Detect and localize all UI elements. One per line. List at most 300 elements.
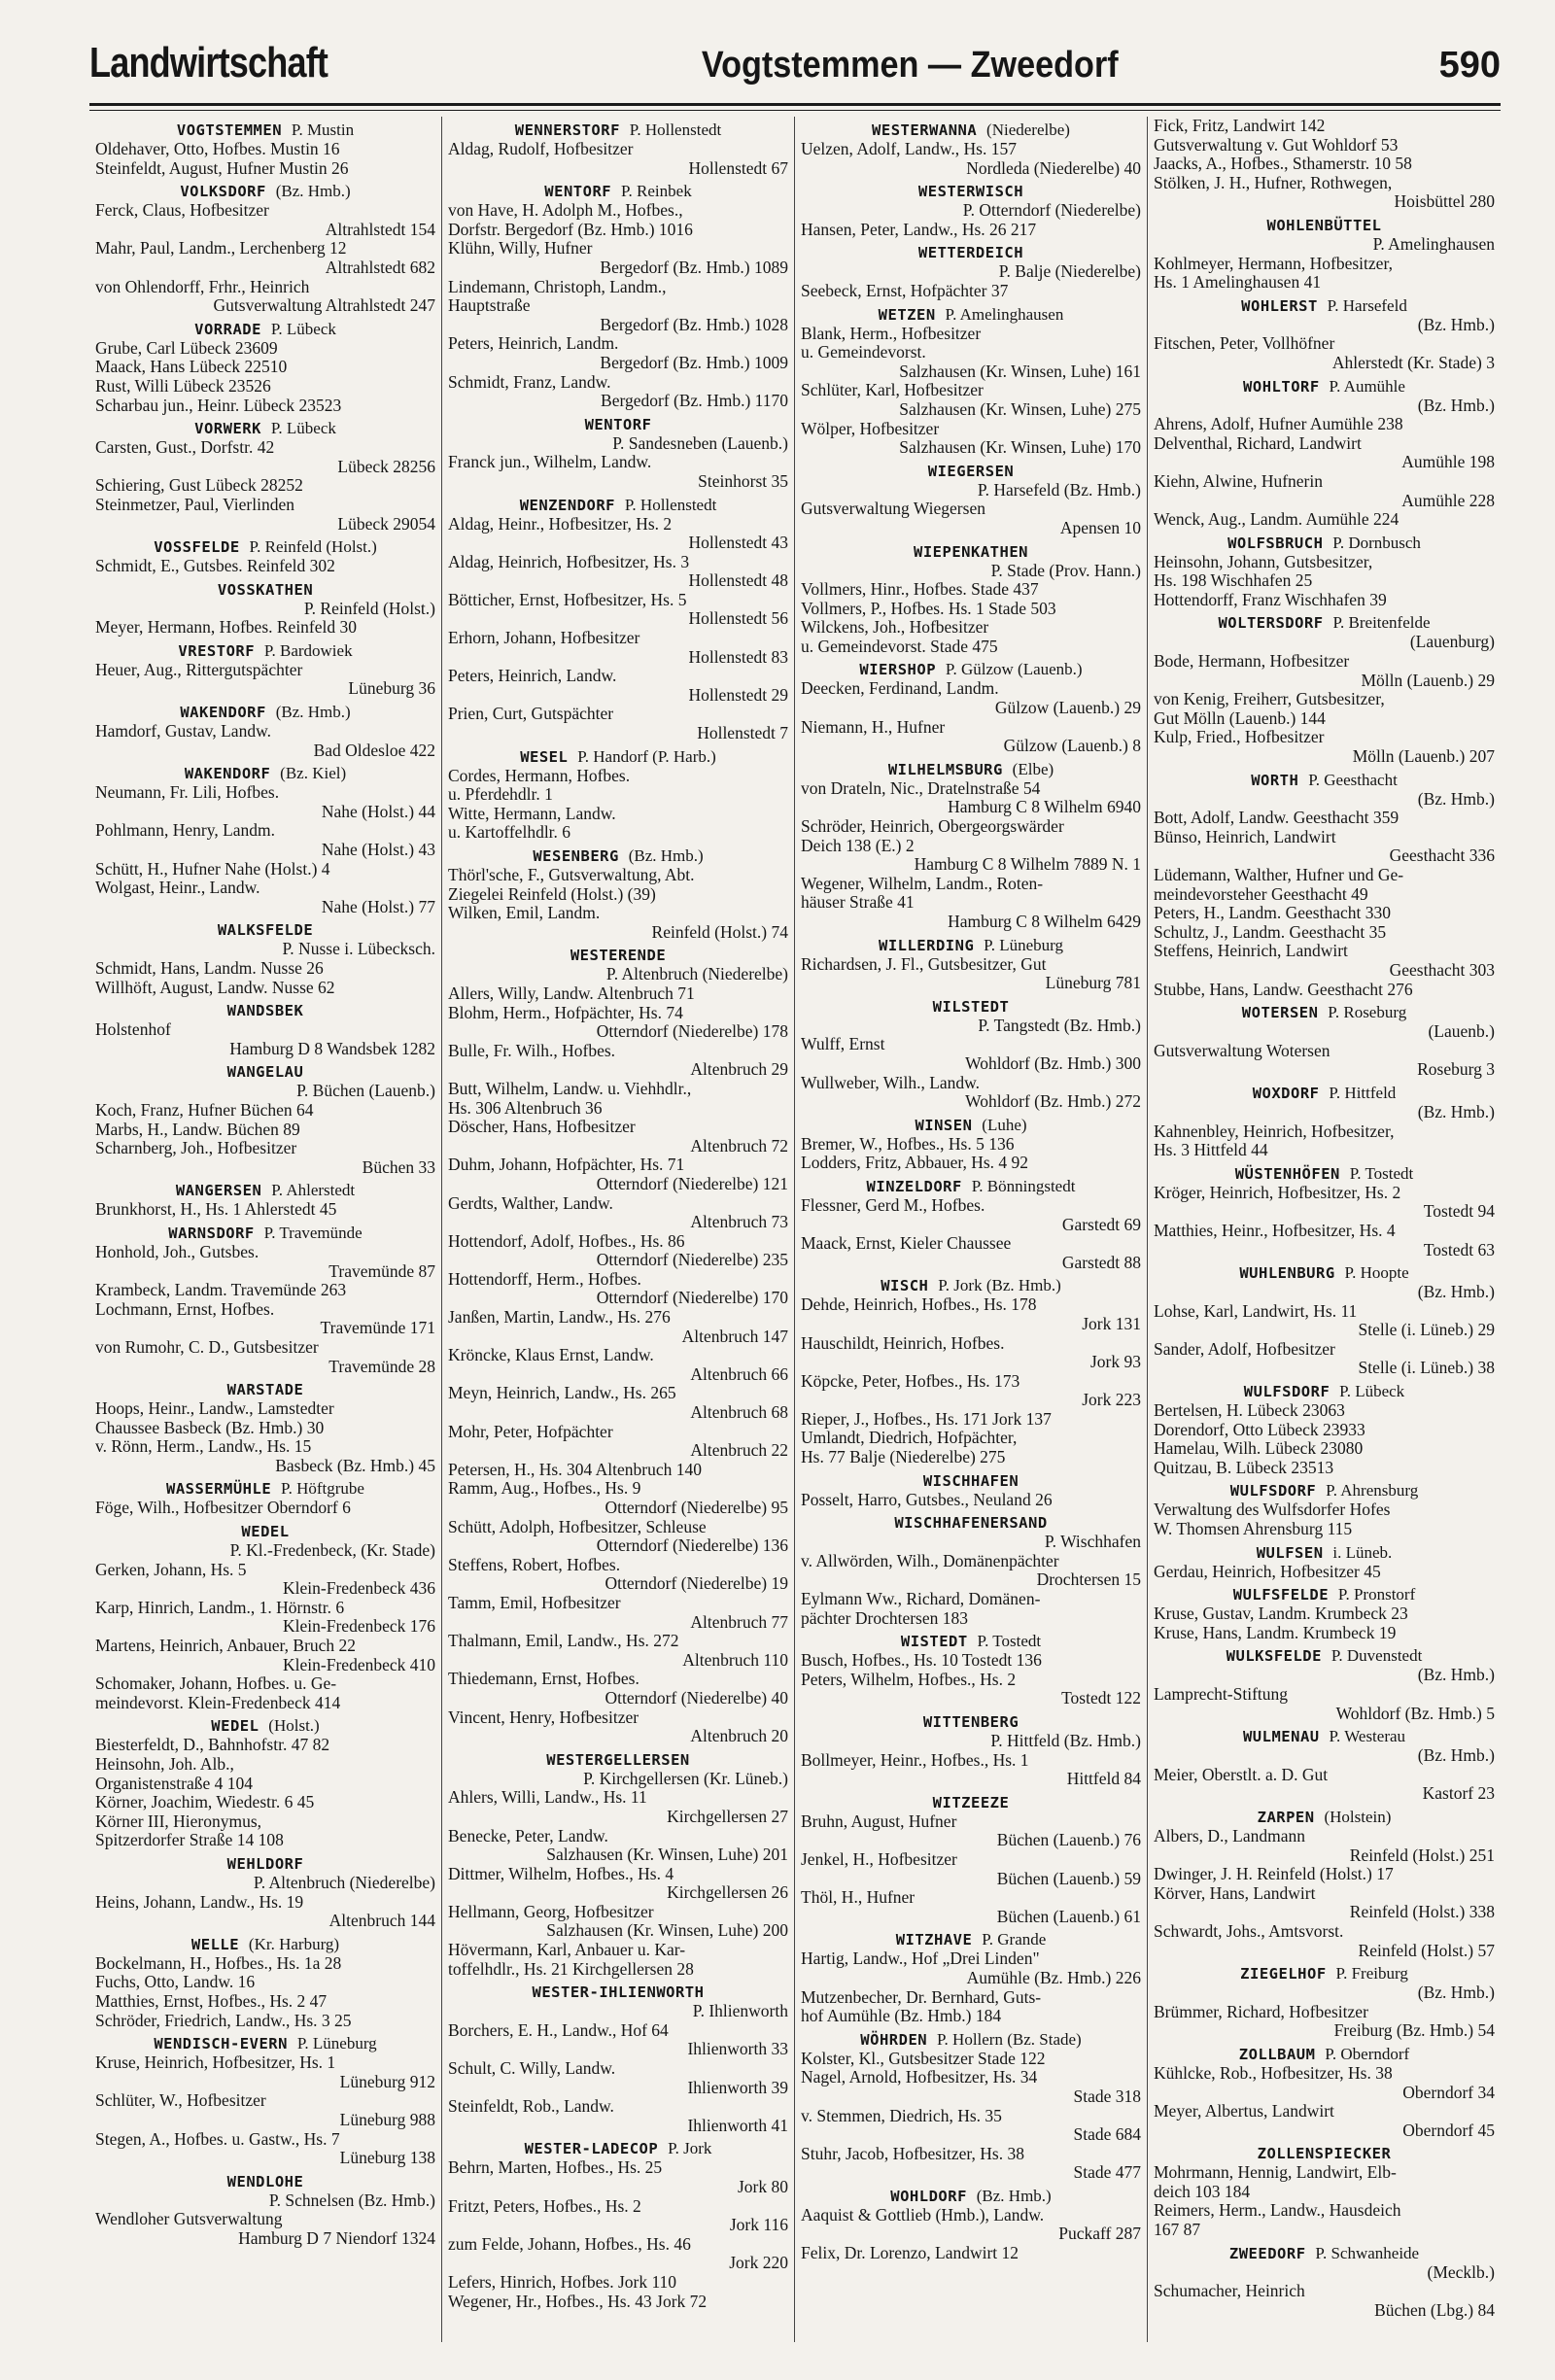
entry-line: Dorfstr. Bergedorf (Bz. Hmb.) 1016 <box>448 220 693 239</box>
entry-line: Dwinger, J. H. Reinfeld (Holst.) 17 <box>1154 1865 1394 1884</box>
place-name: WISCH <box>881 1277 929 1295</box>
place-name: WULKSFELDE <box>1226 1647 1322 1666</box>
place-name: WULFSDORF <box>1229 1482 1317 1500</box>
entry-line: Kühlcke, Rob., Hofbesitzer, Hs. 38 <box>1154 2063 1393 2083</box>
entry-line: (Lauenb.) <box>1428 1022 1495 1042</box>
entry-line: Jork 223 <box>1082 1391 1141 1410</box>
entry-line: Eylmann Ww., Richard, Domänen- <box>801 1590 1041 1609</box>
entry-line: Reinfeld (Holst.) 251 <box>1349 1845 1495 1865</box>
entry-line: Hansen, Peter, Landw., Hs. 26 217 <box>801 220 1037 239</box>
entry-line: Holstenhof <box>95 1020 171 1040</box>
place-name: WOLFSBRUCH <box>1227 534 1324 552</box>
column-3 <box>795 117 1148 2342</box>
entry-line: Travemünde 87 <box>328 1261 435 1281</box>
entry-line: Otterndorf (Niederelbe) 95 <box>605 1499 788 1517</box>
place-heading <box>1154 534 1495 553</box>
post-office: P. Jork <box>668 2139 712 2158</box>
place-name: WALKSFELDE <box>217 921 314 940</box>
place-name: WOHLDORF <box>890 2187 967 2205</box>
post-office: P. Tostedt <box>977 1632 1042 1651</box>
place-heading <box>1154 1585 1495 1604</box>
entry-line: Mohr, Peter, Hofpächter <box>448 1422 613 1441</box>
place-heading <box>448 846 788 866</box>
entry-line: Dehde, Heinrich, Hofbes., Hs. 178 <box>801 1295 1037 1315</box>
entry-line: Grube, Carl Lübeck 23609 <box>95 338 278 358</box>
place-heading <box>1154 1481 1495 1500</box>
entry-line: Gerdau, Heinrich, Hofbesitzer 45 <box>1154 1562 1381 1581</box>
entry-line: Aumühle 228 <box>1401 491 1495 510</box>
entry-line: Hamburg D 7 Niendorf 1324 <box>238 2228 435 2248</box>
place-heading <box>95 1935 435 1954</box>
entry-line: Hs. 1 Amelinghausen 41 <box>1154 273 1322 293</box>
entry-line: Bremer, W., Hofbes., Hs. 5 136 <box>801 1134 1015 1154</box>
entry-line: Biesterfeldt, D., Bahnhofstr. 47 82 <box>95 1736 330 1755</box>
entry-line: Otterndorf (Niederelbe) 178 <box>596 1022 788 1042</box>
place-name: WASSERMÜHLE <box>166 1480 272 1499</box>
entry-line: Organistenstraße 4 104 <box>95 1774 254 1793</box>
place-name: ZIEGELHOF <box>1240 1965 1327 1983</box>
entry-line: Allers, Willy, Landw. Altenbruch 71 <box>448 983 695 1003</box>
place-heading <box>1154 1084 1495 1103</box>
place-name: ZWEEDORF <box>1228 2244 1306 2262</box>
entry-line: Wohldorf (Bz. Hmb.) 300 <box>965 1053 1141 1073</box>
entry-line: Verwaltung des Wulfsdorfer Hofes <box>1154 1500 1391 1520</box>
entry-line: Brunkhorst, H., Hs. 1 Ahlerstedt 45 <box>95 1200 337 1220</box>
place-name: ZOLLENSPIECKER <box>1257 2145 1392 2163</box>
entry-line: Hoops, Heinr., Landw., Lamstedter <box>95 1399 334 1419</box>
entry-line: Ziegelei Reinfeld (Holst.) (39) <box>448 884 656 904</box>
entry-line: Hauschildt, Heinrich, Hofbes. <box>801 1333 1005 1353</box>
entry-line: Lefers, Hinrich, Hofbes. Jork 110 <box>448 2272 677 2292</box>
entry-line: Jork 220 <box>729 2254 788 2273</box>
entry-line: Bergedorf (Bz. Hmb.) 1170 <box>601 392 788 411</box>
entry-line: P. Kirchgellersen (Kr. Lüneb.) <box>583 1769 788 1788</box>
entry-line: Wegener, Wilhelm, Landm., Roten- <box>801 874 1044 893</box>
entry-line: Butt, Wilhelm, Landw. u. Viehhdlr., <box>448 1079 692 1098</box>
entry-line: Franck jun., Wilhelm, Landw. <box>448 453 652 472</box>
entry-line: Wegener, Hr., Hofbes., Hs. 43 Jork 72 <box>448 2292 708 2311</box>
entry-line: toffelhdlr., Hs. 21 Kirchgellersen 28 <box>448 1959 694 1979</box>
entry-line: Stelle (i. Lüneb.) 38 <box>1358 1359 1495 1378</box>
place-heading <box>1154 1003 1495 1022</box>
entry-line: Bode, Hermann, Hofbesitzer <box>1154 652 1350 672</box>
entry-line: Basbeck (Bz. Hmb.) 45 <box>275 1456 435 1475</box>
entry-line: Otterndorf (Niederelbe) 121 <box>596 1174 788 1193</box>
entry-line: Scharbau jun., Heinr. Lübeck 23523 <box>95 396 342 415</box>
place-heading <box>1154 1543 1495 1563</box>
place-heading <box>448 182 788 201</box>
place-name: WULMENAU <box>1242 1728 1320 1746</box>
entry-line: Kohlmeyer, Hermann, Hofbesitzer, <box>1154 254 1393 273</box>
place-heading <box>95 182 435 201</box>
entry-line: Janßen, Martin, Landw., Hs. 276 <box>448 1308 671 1328</box>
entry-line: häuser Straße 41 <box>801 893 915 913</box>
entry-line: Ferck, Claus, Hofbesitzer <box>95 201 269 221</box>
place-name: WAKENDORF <box>180 704 266 722</box>
entry-line: Nordleda (Niederelbe) 40 <box>966 158 1141 178</box>
entry-line: Otterndorf (Niederelbe) 40 <box>605 1688 788 1707</box>
entry-line: (Bz. Hmb.) <box>1417 1102 1495 1121</box>
range-title: Vogtstemmen — Zweedorf <box>701 45 1119 86</box>
place-name: WITZHAVE <box>895 1931 973 1949</box>
entry-line: Koch, Franz, Hufner Büchen 64 <box>95 1100 314 1120</box>
entry-line: Apensen 10 <box>1059 518 1141 537</box>
entry-line: Dittmer, Wilhelm, Hofbes., Hs. 4 <box>448 1864 674 1883</box>
entry-line: Altrahlstedt 682 <box>325 258 435 277</box>
entry-line: Carsten, Gust., Dorfstr. 42 <box>95 438 275 458</box>
entry-line: Hottendorff, Herm., Hofbes. <box>448 1269 641 1289</box>
entry-line: Föge, Wilh., Hofbesitzer Oberndorf 6 <box>95 1499 351 1518</box>
entry-line: P. Altenbruch (Niederelbe) <box>253 1873 435 1892</box>
place-heading <box>448 415 788 434</box>
place-name: WUHLENBURG <box>1239 1264 1335 1283</box>
entry-line: Vollmers, Hinr., Hofbes. Stade 437 <box>801 580 1039 600</box>
entry-line: Roseburg 3 <box>1417 1060 1495 1080</box>
entry-line: Stade 684 <box>1073 2125 1141 2145</box>
entry-line: Brümmer, Richard, Hofbesitzer <box>1154 2002 1368 2021</box>
entry-line: Körner, Joachim, Wiedestr. 6 45 <box>95 1793 315 1812</box>
entry-line: Bergedorf (Bz. Hmb.) 1089 <box>600 258 788 277</box>
entry-line: Stegen, A., Hofbes. u. Gastw., Hs. 7 <box>95 2129 340 2149</box>
page-number: 590 <box>1438 45 1501 86</box>
post-office: P. Ahrensburg <box>1326 1481 1419 1500</box>
place-heading <box>801 1930 1141 1949</box>
place-name: WIEPENKATHEN <box>914 542 1028 561</box>
entry-line: Hottendorf, Adolf, Hofbes., Hs. 86 <box>448 1231 685 1251</box>
entry-line: Altenbruch 77 <box>690 1612 788 1632</box>
entry-line: P. Tangstedt (Bz. Hmb.) <box>978 1016 1141 1035</box>
entry-line: Ahlerstedt (Kr. Stade) 3 <box>1331 353 1495 372</box>
entry-line: Altrahlstedt 154 <box>325 220 435 239</box>
post-office: P. Hollern (Bz. Stade) <box>936 2029 1082 2049</box>
place-heading <box>448 946 788 965</box>
entry-line: von Ohlendorff, Frhr., Heinrich <box>95 277 310 296</box>
entry-line: Hollenstedt 83 <box>688 647 788 667</box>
entry-line: Blank, Herm., Hofbesitzer <box>801 324 982 343</box>
entry-line: Bertelsen, H. Lübeck 23063 <box>1154 1401 1345 1421</box>
entry-line: Bergedorf (Bz. Hmb.) 1028 <box>600 315 788 334</box>
place-heading <box>95 920 435 940</box>
entry-line: Ihlienworth 39 <box>687 2078 788 2097</box>
entry-line: Bott, Adolf, Landw. Geesthacht 359 <box>1154 809 1400 828</box>
place-heading <box>95 419 435 438</box>
entry-line: Schlüter, W., Hofbesitzer <box>95 2091 266 2111</box>
entry-line: Hamburg D 8 Wandsbek 1282 <box>229 1039 435 1058</box>
entry-line: Stade 318 <box>1073 2087 1141 2106</box>
entry-line: (Bz. Hmb.) <box>1417 396 1495 415</box>
entry-line: Maack, Ernst, Kieler Chaussee <box>801 1234 1012 1254</box>
entry-line: Hs. 3 Hittfeld 44 <box>1154 1141 1268 1160</box>
entry-line: Rust, Willi Lübeck 23526 <box>95 376 271 396</box>
place-heading <box>448 1750 788 1770</box>
entry-line: u. Kartoffelhdlr. 6 <box>448 823 571 843</box>
entry-line: pächter Drochtersen 183 <box>801 1608 969 1628</box>
entry-line: Jork 93 <box>1089 1353 1141 1372</box>
post-office: P. Pronstorf <box>1337 1585 1416 1604</box>
post-office: P. Grande <box>982 1930 1047 1949</box>
entry-line: Bötticher, Ernst, Hofbesitzer, Hs. 5 <box>448 590 687 609</box>
post-office: P. Gülzow (Lauenb.) <box>945 660 1083 679</box>
entry-line: Jork 131 <box>1082 1314 1141 1333</box>
post-office: P. Breitenfelde <box>1332 613 1431 633</box>
entry-line: Körner III, Hieronymus, <box>95 1811 262 1831</box>
entry-line: (Bz. Hmb.) <box>1417 1283 1495 1302</box>
entry-line: Hartig, Landw., Hof „Drei Linden" <box>801 1949 1040 1969</box>
entry-line: P. Schnelsen (Bz. Hmb.) <box>268 2190 435 2210</box>
entry-line: (Bz. Hmb.) <box>1417 1983 1495 2003</box>
entry-line: Lüneburg 36 <box>348 679 435 699</box>
place-heading <box>95 1224 435 1243</box>
entry-line: Hamburg C 8 Wilhelm 6429 <box>948 913 1141 931</box>
entry-line: P. Ihlienworth <box>692 2002 788 2021</box>
place-heading <box>1154 296 1495 316</box>
place-heading <box>801 2030 1141 2050</box>
entry-line: Garstedt 69 <box>1061 1215 1141 1234</box>
entry-line: Gutsverwaltung v. Gut Wohldorf 53 <box>1154 135 1399 155</box>
place-heading <box>95 764 435 783</box>
entry-line: Büchen (Lauenb.) 61 <box>996 1907 1141 1926</box>
entry-line: Reinfeld (Holst.) 57 <box>1358 1941 1495 1960</box>
place-heading <box>95 2172 435 2191</box>
place-heading <box>1154 771 1495 790</box>
entry-line: Fick, Fritz, Landwirt 142 <box>1154 117 1326 135</box>
entry-line: Deecken, Ferdinand, Landm. <box>801 679 999 699</box>
place-heading <box>1154 1964 1495 1983</box>
entry-line: Heins, Johann, Landw., Hs. 19 <box>95 1892 304 1912</box>
entry-line: Hamdorf, Gustav, Landw. <box>95 722 271 742</box>
entry-line: Schütt, H., Hufner Nahe (Holst.) 4 <box>95 859 330 879</box>
entry-line: Otterndorf (Niederelbe) 170 <box>596 1289 788 1308</box>
post-office: (Elbe) <box>1012 759 1054 778</box>
place-name: WESTER-IHLIENWORTH <box>532 1983 705 2002</box>
entry-line: Kröncke, Klaus Ernst, Landw. <box>448 1346 654 1365</box>
place-name: VOLKSDORF <box>180 183 266 201</box>
entry-line: Schütt, Adolph, Hofbesitzer, Schleuse <box>448 1517 707 1536</box>
place-heading <box>801 462 1141 481</box>
post-office: i. Lüneb. <box>1332 1542 1393 1562</box>
entry-line: Deich 138 (E.) 2 <box>801 836 915 855</box>
entry-line: Felix, Dr. Lorenzo, Landwirt 12 <box>801 2244 1019 2263</box>
place-name: WOXDORF <box>1252 1084 1320 1102</box>
post-office: (Bz. Hmb.) <box>275 703 351 722</box>
entry-line: Gutsverwaltung Wotersen <box>1154 1041 1330 1060</box>
entry-line: Aldag, Heinrich, Hofbesitzer, Hs. 3 <box>448 552 690 571</box>
entry-line: Hs. 77 Balje (Niederelbe) 275 <box>801 1448 1006 1467</box>
place-heading <box>1154 1727 1495 1746</box>
entry-line: Matthies, Heinr., Hofbesitzer, Hs. 4 <box>1154 1221 1396 1240</box>
entry-line: (Bz. Hmb.) <box>1417 315 1495 334</box>
place-name: WORTH <box>1251 771 1299 789</box>
entry-line: Körver, Hans, Landwirt <box>1154 1883 1316 1903</box>
entry-line: 167 87 <box>1154 2221 1201 2240</box>
entry-line: Hövermann, Karl, Anbauer u. Kar- <box>448 1941 686 1960</box>
entry-line: Vincent, Henry, Hofbesitzer <box>448 1707 639 1727</box>
post-office: P. Mustin <box>291 121 355 139</box>
entry-line: Erhorn, Johann, Hofbesitzer <box>448 629 640 648</box>
entry-line: Gülzow (Lauenb.) 29 <box>994 699 1141 718</box>
place-heading <box>801 2187 1141 2206</box>
entry-line: Stelle (i. Lüneb.) 29 <box>1358 1321 1495 1340</box>
place-heading <box>801 542 1141 562</box>
entry-line: Steinmetzer, Paul, Vierlinden <box>95 495 294 514</box>
entry-line: Aldag, Heinr., Hofbesitzer, Hs. 2 <box>448 514 673 534</box>
entry-line: von Have, H. Adolph M., Hofbes., <box>448 201 683 221</box>
place-heading <box>801 243 1141 262</box>
entry-line: Bergedorf (Bz. Hmb.) 1009 <box>600 353 788 372</box>
entry-line: Benecke, Peter, Landw. <box>448 1826 608 1845</box>
place-name: WESENBERG <box>533 847 619 865</box>
post-office: P. Höftgrube <box>281 1479 364 1499</box>
place-heading <box>801 182 1141 201</box>
entry-line: Lindemann, Christoph, Landm., <box>448 277 667 296</box>
entry-line: Wohldorf (Bz. Hmb.) 5 <box>1335 1704 1495 1723</box>
entry-line: Peters, Wilhelm, Hofbes., Hs. 2 <box>801 1670 1017 1689</box>
entry-line: Wölper, Hofbesitzer <box>801 419 940 438</box>
place-heading <box>1154 1164 1495 1184</box>
place-heading <box>801 1793 1141 1812</box>
entry-line: Lüneburg 781 <box>1045 974 1141 993</box>
place-name: WULFSEN <box>1256 1543 1324 1562</box>
place-name: WOHLTORF <box>1243 377 1320 396</box>
entry-line: Kirchgellersen 26 <box>667 1883 788 1903</box>
entry-line: Lüneburg 988 <box>339 2110 435 2129</box>
entry-line: Spitzerdorfer Straße 14 108 <box>95 1831 284 1850</box>
entry-line: Bruhn, August, Hufner <box>801 1811 957 1831</box>
entry-line: (Bz. Hmb.) <box>1417 1746 1495 1766</box>
place-name: WESTERWISCH <box>917 183 1024 201</box>
entry-line: Steinhorst 35 <box>698 471 788 491</box>
entry-line: Büchen (Lauenb.) 76 <box>996 1831 1141 1850</box>
entry-line: Hollenstedt 29 <box>688 685 788 705</box>
place-heading <box>95 121 435 140</box>
entry-line: Travemünde 28 <box>328 1357 435 1376</box>
entry-line: Prien, Curt, Gutspächter <box>448 705 614 724</box>
place-heading <box>448 1983 788 2002</box>
entry-line: Ahlers, Willi, Landw., Hs. 11 <box>448 1788 647 1808</box>
place-name: ZARPEN <box>1257 1808 1315 1826</box>
place-heading <box>95 580 435 600</box>
entry-line: Nahe (Holst.) 44 <box>321 802 435 821</box>
entry-line: Reinfeld (Holst.) 338 <box>1349 1903 1495 1922</box>
entry-line: Altenbruch 73 <box>690 1213 788 1232</box>
entry-line: (Lauenburg) <box>1409 633 1495 652</box>
place-name: WITZEEZE <box>932 1793 1010 1811</box>
entry-line: Steffens, Robert, Hofbes. <box>448 1555 621 1574</box>
page-header <box>89 39 1501 103</box>
entry-line: Lüdemann, Walther, Hufner und Ge- <box>1154 866 1404 884</box>
entry-line: Flessner, Gerd M., Hofbes. <box>801 1195 985 1215</box>
entry-line: Bollmeyer, Heinr., Hofbes., Hs. 1 <box>801 1750 1029 1770</box>
entry-line: P. Otterndorf (Niederelbe) <box>962 201 1141 221</box>
entry-line: Hauptstraße <box>448 296 531 316</box>
entry-line: Hollenstedt 43 <box>688 534 788 553</box>
entry-line: Puckaff 287 <box>1058 2225 1141 2244</box>
entry-line: Klühn, Willy, Hufner <box>448 239 593 259</box>
place-name: WENTORF <box>584 415 652 433</box>
entry-line: Altenbruch 20 <box>690 1727 788 1746</box>
place-heading <box>95 1716 435 1736</box>
place-heading <box>1154 216 1495 235</box>
place-name: WOLTERSDORF <box>1218 614 1324 633</box>
entry-line: Heinsohn, Johann, Gutsbesitzer, <box>1154 552 1373 571</box>
place-name: WESTERGELLERSEN <box>546 1750 690 1769</box>
entry-line: Bockelmann, H., Hofbes., Hs. 1a 28 <box>95 1953 342 1973</box>
entry-line: Albers, D., Landmann <box>1154 1826 1306 1845</box>
entry-line: P. Stade (Prov. Hann.) <box>990 561 1141 580</box>
entry-line: (Bz. Hmb.) <box>1417 789 1495 809</box>
post-office: P. Lübeck <box>270 319 336 338</box>
place-heading <box>95 320 435 339</box>
entry-line: Köpcke, Peter, Hofbes., Hs. 173 <box>801 1371 1020 1391</box>
entry-line: Stubbe, Hans, Landw. Geesthacht 276 <box>1154 980 1413 999</box>
entry-line: Salzhausen (Kr. Winsen, Luhe) 161 <box>899 362 1141 381</box>
post-office: P. Lüneburg <box>296 2034 377 2053</box>
directory-columns <box>89 117 1501 2342</box>
entry-line: Neumann, Fr. Lili, Hofbes. <box>95 783 280 803</box>
place-name: WEHLDORF <box>226 1854 304 1873</box>
entry-line: Aldag, Rudolf, Hofbesitzer <box>448 140 634 158</box>
place-name: WARSTADE <box>226 1381 304 1399</box>
place-name: WETZEN <box>878 305 936 324</box>
entry-line: Meyer, Albertus, Landwirt <box>1154 2102 1334 2121</box>
entry-line: Klein-Fredenbeck 410 <box>283 1655 435 1674</box>
post-office: P. Hittfeld <box>1329 1083 1397 1102</box>
entry-line: Salzhausen (Kr. Winsen, Luhe) 200 <box>546 1921 788 1941</box>
entry-line: P. Amelinghausen <box>1372 234 1495 254</box>
entry-line: von Kenig, Freiherr, Gutsbesitzer, <box>1154 690 1385 709</box>
place-heading <box>801 1116 1141 1135</box>
place-heading <box>95 1181 435 1200</box>
entry-line: Krambeck, Landm. Travemünde 263 <box>95 1281 347 1300</box>
post-office: P. Ahlerstedt <box>271 1181 356 1200</box>
post-office: (Bz. Hmb.) <box>275 182 351 201</box>
entry-line: P. Wischhafen <box>1044 1533 1141 1552</box>
post-office: (Holstein) <box>1324 1807 1392 1826</box>
entry-line: u. Gemeindevorst. <box>801 343 926 362</box>
place-heading <box>448 747 788 767</box>
entry-line: Büchen (Lbg.) 84 <box>1374 2300 1495 2320</box>
entry-line: Salzhausen (Kr. Winsen, Luhe) 201 <box>546 1845 788 1865</box>
post-office: P. Hollenstedt <box>629 121 722 139</box>
entry-line: Döscher, Hans, Hofbesitzer <box>448 1118 636 1137</box>
entry-line: Rieper, J., Hofbes., Hs. 171 Jork 137 <box>801 1409 1052 1429</box>
post-office: P. Bardowiek <box>263 640 353 660</box>
entry-line: Lamprecht-Stiftung <box>1154 1685 1289 1704</box>
entry-line: Wilken, Emil, Landm. <box>448 904 601 923</box>
place-name: WIERSHOP <box>859 661 937 679</box>
place-heading <box>1154 613 1495 633</box>
entry-line: Altenbruch 22 <box>690 1441 788 1461</box>
entry-line: Freiburg (Bz. Hmb.) 54 <box>1333 2021 1495 2041</box>
post-office: P. Reinbek <box>620 182 692 201</box>
place-name: WOHLERST <box>1241 296 1318 315</box>
place-name: WANGELAU <box>226 1063 304 1082</box>
entry-line: Busch, Hofbes., Hs. 10 Tostedt 136 <box>801 1651 1042 1671</box>
place-heading <box>95 1062 435 1082</box>
entry-line: Oberndorf 45 <box>1402 2121 1495 2140</box>
place-name: WAKENDORF <box>184 765 271 783</box>
entry-line: Büchen (Lauenb.) 59 <box>996 1869 1141 1888</box>
place-name: WIEGERSEN <box>927 462 1015 480</box>
entry-line: Witte, Hermann, Landw. <box>448 804 616 823</box>
entry-line: meindevorsteher Geesthacht 49 <box>1154 884 1368 904</box>
entry-line: Steinfeldt, Rob., Landw. <box>448 2097 614 2117</box>
entry-line: Nagel, Arnold, Hofbesitzer, Hs. 34 <box>801 2068 1038 2087</box>
place-heading <box>1154 1808 1495 1827</box>
entry-line: Wulff, Ernst <box>801 1035 885 1054</box>
entry-line: Kruse, Heinrich, Hofbesitzer, Hs. 1 <box>95 2053 336 2073</box>
entry-line: u. Gemeindevorst. Stade 475 <box>801 637 998 656</box>
